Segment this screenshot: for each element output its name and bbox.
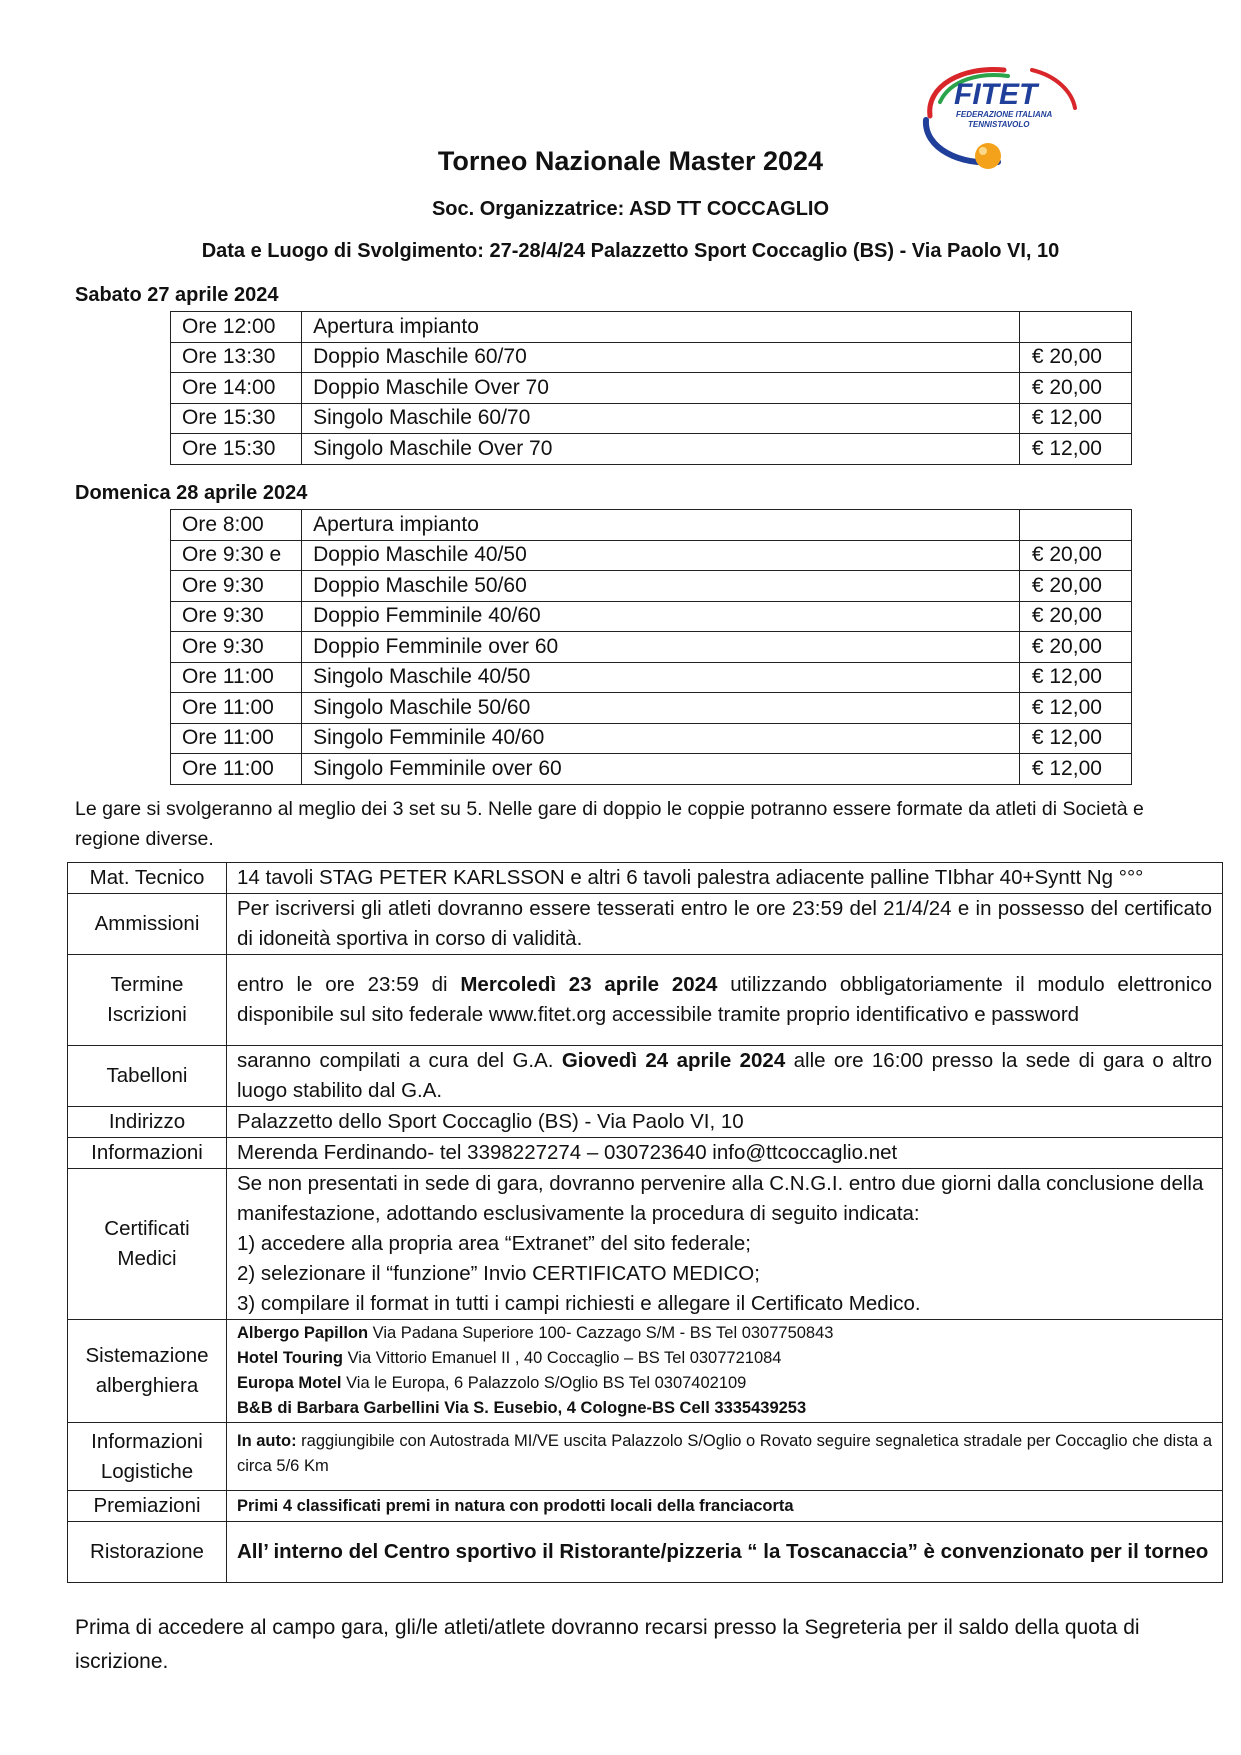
hotel-line: B&B di Barbara Garbellini Via S. Eusebio, 4 Cologne-BS Cell 3335439253 <box>237 1399 807 1417</box>
info-label <box>68 955 227 1046</box>
organizer: Soc. Organizzatrice: ASD TT COCCAGLIO <box>431 198 830 220</box>
table-row <box>171 601 1132 632</box>
time-cell: Ore 14:00 <box>171 373 302 404</box>
table-row <box>171 510 1132 541</box>
fee-cell: € 20,00 <box>1019 571 1131 602</box>
info-label: Ammissioni <box>68 894 227 955</box>
time-cell: Ore 11:00 <box>171 693 302 724</box>
table-row <box>171 754 1132 785</box>
info-value: Palazzetto dello Sport Coccaglio (BS) - Via Paolo VI, 10 <box>227 1107 1223 1138</box>
fee-cell: € 12,00 <box>1019 754 1131 785</box>
fee-cell: € 20,00 <box>1019 373 1131 404</box>
time-cell: Ore 9:30 <box>171 632 302 663</box>
info-value <box>227 1320 1223 1423</box>
info-value: 14 tavoli STAG PETER KARLSSON e altri 6 tavoli palestra adiacente palline TIbhar 40+Syntt Ng °°° <box>227 863 1223 894</box>
sunday-schedule-table <box>170 509 1132 785</box>
info-label <box>68 1423 227 1491</box>
time-cell: Ore 13:30 <box>171 342 302 373</box>
table-row <box>171 312 1132 343</box>
fee-cell: € 12,00 <box>1019 693 1131 724</box>
saturday-label: Sabato 27 aprile 2024 <box>75 284 279 306</box>
text-span: In auto: <box>237 1432 297 1450</box>
table-row <box>68 955 1223 1046</box>
logo-subtitle-2: TENNISTAVOLO <box>968 120 1030 129</box>
hotel-address: Via Padana Superiore 100- Cazzago S/M - BS Tel 0307750843 <box>368 1324 834 1342</box>
table-row <box>171 632 1132 663</box>
fee-cell: € 20,00 <box>1019 342 1131 373</box>
hotel-name: Albergo Papillon <box>237 1324 369 1342</box>
label-line: Sistemazione <box>85 1344 209 1367</box>
event-cell: Doppio Maschile Over 70 <box>302 373 1020 404</box>
info-label: Indirizzo <box>68 1107 227 1138</box>
table-row <box>68 894 1223 955</box>
text-line: 3) compilare il format in tutti i campi richiesti e allegare il Certificato Medico. <box>237 1292 921 1315</box>
logo-text: FITET <box>954 78 1038 111</box>
fee-cell: € 12,00 <box>1019 434 1131 465</box>
time-cell: Ore 15:30 <box>171 434 302 465</box>
fee-cell: € 20,00 <box>1019 540 1131 571</box>
label-line: Termine <box>110 973 184 996</box>
event-cell: Singolo Maschile 40/50 <box>302 662 1020 693</box>
saturday-schedule-table <box>170 311 1132 465</box>
info-value <box>227 1046 1223 1107</box>
rules-note: Le gare si svolgeranno al meglio dei 3 set su 5. Nelle gare di doppio le coppie potranno essere formate da atleti di Società e regione diverse. <box>75 798 1144 850</box>
time-cell: Ore 8:00 <box>171 510 302 541</box>
event-cell: Singolo Femminile 40/60 <box>302 723 1020 754</box>
table-row <box>68 1107 1223 1138</box>
table-row <box>171 342 1132 373</box>
fee-cell: € 12,00 <box>1019 403 1131 434</box>
sunday-label: Domenica 28 aprile 2024 <box>75 482 308 504</box>
time-cell: Ore 11:00 <box>171 723 302 754</box>
event-cell: Apertura impianto <box>302 312 1020 343</box>
time-cell: Ore 11:00 <box>171 662 302 693</box>
time-cell: Ore 9:30 <box>171 571 302 602</box>
venue-line: Data e Luogo di Svolgimento: 27-28/4/24 Palazzetto Sport Coccaglio (BS) - Via Paolo VI, 10 <box>201 240 1060 262</box>
hotel-address: Via Vittorio Emanuel II , 40 Coccaglio – BS Tel 0307721084 <box>343 1349 782 1367</box>
time-cell: Ore 9:30 <box>171 601 302 632</box>
event-cell: Doppio Maschile 60/70 <box>302 342 1020 373</box>
table-row <box>171 693 1132 724</box>
table-row <box>171 403 1132 434</box>
text-span: saranno compilati a cura del G.A. <box>237 1049 562 1072</box>
info-value <box>227 955 1223 1046</box>
time-cell: Ore 15:30 <box>171 403 302 434</box>
text-span: utilizzando obbligatoriamente il modulo elettronico disponibile sul sito federale www.fitet.org accessibile tramite proprio identificativo e password <box>237 973 1212 1026</box>
event-cell: Doppio Maschile 40/50 <box>302 540 1020 571</box>
hotel-line <box>237 1371 1212 1396</box>
table-row <box>68 1320 1223 1423</box>
time-cell: Ore 9:30 e <box>171 540 302 571</box>
hotel-line <box>237 1346 1212 1371</box>
table-row <box>171 571 1132 602</box>
info-table <box>67 862 1223 1583</box>
event-cell: Singolo Maschile 60/70 <box>302 403 1020 434</box>
deadline-date: Mercoledì 23 aprile 2024 <box>460 973 718 996</box>
text-span: alle ore 16:00 presso la sede di gara o altro luogo stabilito dal G.A. <box>237 1049 1212 1102</box>
text-span: raggiungibile con Autostrada MI/VE uscita Palazzolo S/Oglio o Rovato seguire segnaletica stradale per Coccaglio che dista a circa 5/6 Km <box>237 1432 1212 1475</box>
fee-cell: € 20,00 <box>1019 632 1131 663</box>
label-line: Certificati <box>104 1217 190 1240</box>
hotel-address: Via le Europa, 6 Palazzolo S/Oglio BS Tel 0307402109 <box>341 1374 747 1392</box>
info-value <box>227 1169 1223 1320</box>
fee-cell: € 12,00 <box>1019 723 1131 754</box>
fee-cell: € 12,00 <box>1019 662 1131 693</box>
table-row <box>171 373 1132 404</box>
info-label: Mat. Tecnico <box>68 863 227 894</box>
hotel-line <box>237 1321 1212 1346</box>
info-value: All’ interno del Centro sportivo il Ristorante/pizzeria “ la Toscanaccia” è convenzionato per il torneo <box>227 1522 1223 1583</box>
table-row <box>68 1046 1223 1107</box>
table-row <box>171 723 1132 754</box>
fee-cell <box>1019 510 1131 541</box>
footer-note: Prima di accedere al campo gara, gli/le atleti/atlete dovranno recarsi presso la Segreteria per il saldo della quota di iscrizione. <box>75 1616 1140 1673</box>
hotel-name: Europa Motel <box>237 1374 342 1392</box>
logo-subtitle-1: FEDERAZIONE ITALIANA <box>956 110 1053 119</box>
label-line: Iscrizioni <box>107 1003 187 1026</box>
draw-date: Giovedì 24 aprile 2024 <box>561 1049 786 1072</box>
text-line: Se non presentati in sede di gara, dovranno pervenire alla C.N.G.I. entro due giorni dalla conclusione della manifestazione, adottando esclusivamente la procedura di seguito indicata: <box>237 1172 1204 1225</box>
fee-cell: € 20,00 <box>1019 601 1131 632</box>
event-cell: Singolo Maschile Over 70 <box>302 434 1020 465</box>
text-line: 1) accedere alla propria area “Extranet” del sito federale; <box>237 1232 751 1255</box>
event-cell: Doppio Maschile 50/60 <box>302 571 1020 602</box>
info-label: Tabelloni <box>68 1046 227 1107</box>
hotel-name: Hotel Touring <box>237 1349 344 1367</box>
label-line: Informazioni <box>91 1429 203 1453</box>
info-label: Premiazioni <box>68 1491 227 1522</box>
table-row <box>68 1491 1223 1522</box>
info-label <box>68 1320 227 1423</box>
table-row <box>171 434 1132 465</box>
info-value <box>227 1423 1223 1491</box>
label-line: Logistiche <box>100 1459 194 1483</box>
event-cell: Singolo Femminile over 60 <box>302 754 1020 785</box>
event-cell: Singolo Maschile 50/60 <box>302 693 1020 724</box>
info-value: Primi 4 classificati premi in natura con prodotti locali della franciacorta <box>227 1491 1223 1522</box>
table-row <box>68 1169 1223 1320</box>
event-cell: Doppio Femminile 40/60 <box>302 601 1020 632</box>
label-line: Medici <box>117 1247 177 1270</box>
info-label: Ristorazione <box>68 1522 227 1583</box>
table-row <box>171 662 1132 693</box>
event-cell: Apertura impianto <box>302 510 1020 541</box>
text-line: 2) selezionare il “funzione” Invio CERTIFICATO MEDICO; <box>237 1262 760 1285</box>
table-row <box>68 1138 1223 1169</box>
table-row <box>68 1423 1223 1491</box>
table-row <box>68 1522 1223 1583</box>
fee-cell <box>1019 312 1131 343</box>
info-label: Informazioni <box>68 1138 227 1169</box>
time-cell: Ore 12:00 <box>171 312 302 343</box>
event-cell: Doppio Femminile over 60 <box>302 632 1020 663</box>
page-title: Torneo Nazionale Master 2024 <box>437 146 824 176</box>
info-value: Per iscriversi gli atleti dovranno essere tesserati entro le ore 23:59 del 21/4/24 e in possesso del certificato di idoneità sportiva in corso di validità. <box>227 894 1223 955</box>
time-cell: Ore 11:00 <box>171 754 302 785</box>
label-line: alberghiera <box>95 1374 199 1397</box>
table-row <box>68 863 1223 894</box>
table-row <box>171 540 1132 571</box>
info-label <box>68 1169 227 1320</box>
text-span: entro le ore 23:59 di <box>237 973 461 996</box>
info-value: Merenda Ferdinando- tel 3398227274 – 030723640 info@ttcoccaglio.net <box>227 1138 1223 1169</box>
